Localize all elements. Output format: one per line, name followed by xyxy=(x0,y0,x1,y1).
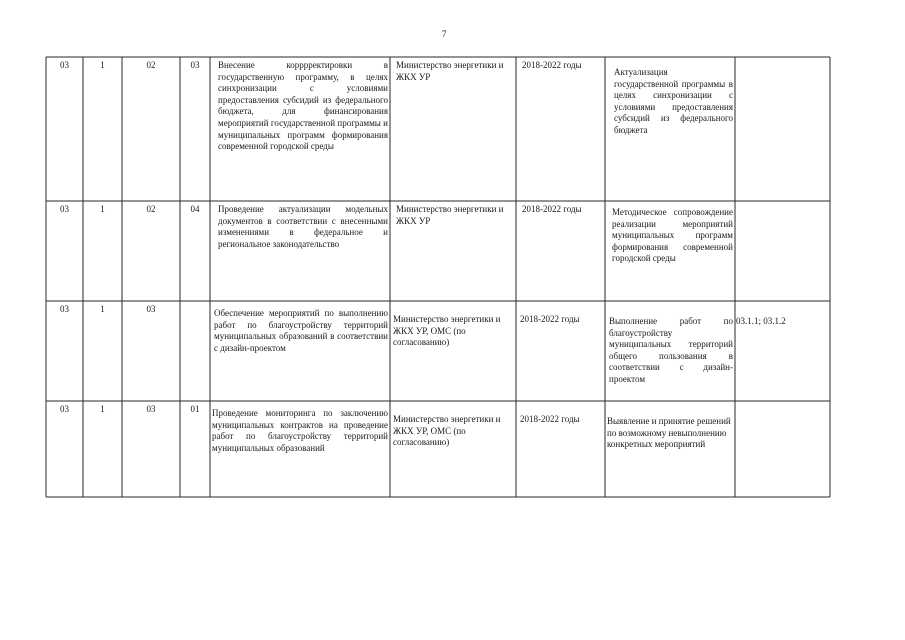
code-section: 03 xyxy=(60,60,69,70)
code-main-measure: 03 xyxy=(146,304,156,314)
code-subprogram: 1 xyxy=(100,60,105,70)
measure-description: Проведение мониторинга по заключению муниципальных контрактов на проведение работ по благоустройству территорий муниципальных образований xyxy=(212,408,388,453)
code-section: 03 xyxy=(60,304,69,314)
expected-result: Выполнение работ по благоустройству муниципальных территорий общего пользования в соответствии с дизайн-проектом xyxy=(609,316,733,384)
code-measure: 03 xyxy=(190,60,200,70)
code-measure: 04 xyxy=(190,204,200,214)
code-section: 03 xyxy=(60,404,69,414)
code-subprogram: 1 xyxy=(100,204,105,214)
code-main-measure: 02 xyxy=(146,60,156,70)
measure-description: Внесение корррректировки в государственную программу, в целях синхронизации с условиями предоставления субсидий из федерального бюджета, для финансирования мероприятий государственной программы и муниципальных программ формирования современной городской среды xyxy=(218,60,388,152)
executor: Министерство энергетики и ЖКХ УР xyxy=(396,60,504,82)
code-subprogram: 1 xyxy=(100,304,105,314)
indicator-links: 03.1.1; 03.1.2 xyxy=(736,316,786,326)
executor: Министерство энергетики и ЖКХ УР, ОМС (по согласованию) xyxy=(393,314,501,348)
code-measure: 01 xyxy=(190,404,200,414)
expected-result: Актуализация государственной программы в целях синхронизации с условиями предоставления субсидий из федерального бюджета xyxy=(614,67,733,135)
expected-result: Выявление и принятие решений по возможному невыполнению конкретных мероприятий xyxy=(607,416,731,450)
code-section: 03 xyxy=(60,204,69,214)
page-number: 7 xyxy=(442,29,447,39)
measure-description: Обеспечение мероприятий по выполнению работ по благоустройству территорий муниципальных образований в соответствии с дизайн-проектом xyxy=(214,308,388,353)
expected-result: Методическое сопровождение реализации мероприятий муниципальных программ формирования современной городской среды xyxy=(612,207,733,264)
executor: Министерство энергетики и ЖКХ УР, ОМС (по согласованию) xyxy=(393,414,501,448)
period: 2018-2022 годы xyxy=(522,204,582,214)
measure-description: Проведение актуализации модельных документов в соответствии с внесенными изменениями в федеральное и региональное законодательство xyxy=(218,204,388,249)
code-main-measure: 03 xyxy=(146,404,156,414)
executor: Министерство энергетики и ЖКХ УР xyxy=(396,204,504,226)
period: 2018-2022 годы xyxy=(520,414,580,424)
code-subprogram: 1 xyxy=(100,404,105,414)
period: 2018-2022 годы xyxy=(522,60,582,70)
code-main-measure: 02 xyxy=(146,204,156,214)
period: 2018-2022 годы xyxy=(520,314,580,324)
